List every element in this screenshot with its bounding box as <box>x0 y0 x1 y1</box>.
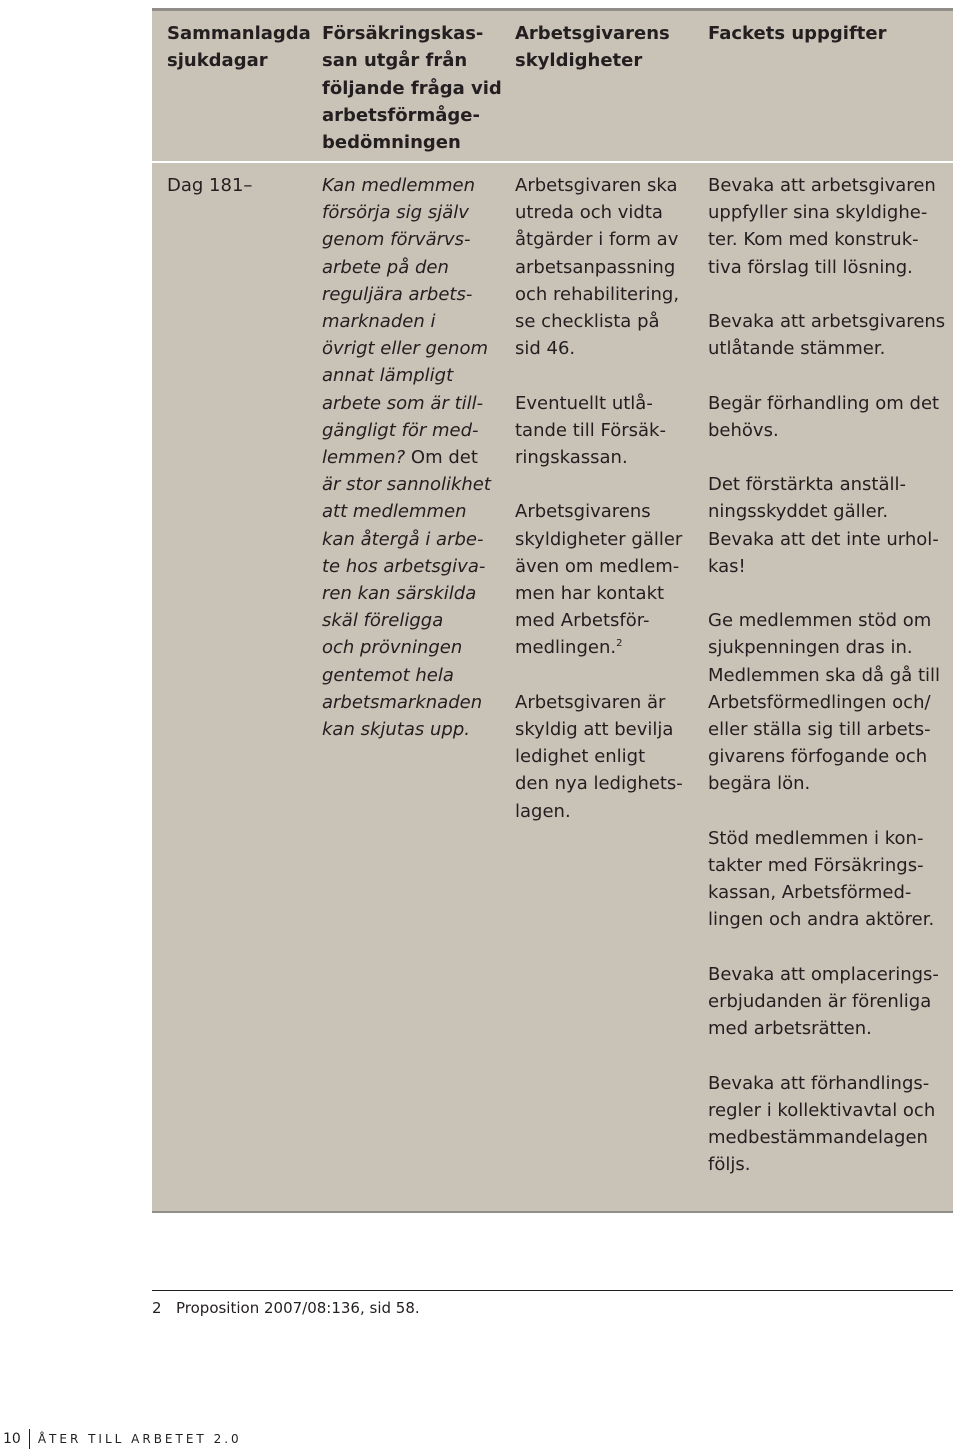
union-paragraph: Ge medlemmen stöd om sjukpenningen dras in. <box>708 610 932 659</box>
union-paragraph: Medlemmen ska då gå till Arbetsförmedlingen och/ eller ställa sig till arbets- givarens förfogande och begära lön. <box>708 664 941 795</box>
cell-question: Kan medlemmen försörja sig själv genom förvärvs- arbete på den reguljära arbets- marknaden i övrigt eller genom annat lämpligt arbete som är till- gängligt för med- lemmen? Om det är stor sannolikhet att medlemmen kan återgå i arbe- te hos arbetsgiva- ren kan särskilda skäl föreligga och prövningen gentemot hela arbetsmarknaden kan skjutas upp. <box>322 175 491 741</box>
employer-paragraph: Arbetsgivaren är skyldig att bevilja ledighet enligt den nya ledighets- lagen. <box>515 691 683 822</box>
page-number: 10 <box>3 1431 21 1447</box>
footer-divider <box>29 1429 30 1449</box>
checklist-table <box>152 8 953 1213</box>
table-top-rule <box>152 8 953 11</box>
union-paragraph: Bevaka att det inte urhol- kas! <box>708 528 939 577</box>
cell-union <box>708 172 948 1206</box>
union-paragraph: Bevaka att omplacerings- erbjudanden är förenliga med arbetsrätten. <box>708 963 939 1040</box>
page-footer <box>3 1429 242 1449</box>
footnote-ref: 2 <box>616 638 623 650</box>
union-paragraph: Begär förhandling om det behövs. <box>708 392 940 441</box>
union-paragraph: Bevaka att arbetsgivarens utlåtande stämmer. <box>708 311 946 360</box>
employer-paragraph: Arbetsgivarens skyldigheter gäller även om medlem- men har kontakt med Arbetsför- medlingen.$^2$ <box>515 501 683 659</box>
cell-employer <box>515 172 695 852</box>
union-paragraph: Bevaka att förhandlings- regler i kollektivavtal och medbestämmandelagen följs. <box>708 1072 936 1176</box>
question-italic: Kan medlemmen försörja sig själv genom förvärvs- arbete på den reguljära arbets- marknaden i övrigt eller genom annat lämpligt arbete som är till- gängligt för med- lemmen? <box>322 175 488 469</box>
employer-paragraph: Arbetsgivaren ska utreda och vidta åtgärder i form av arbetsanpassning och rehabilitering, se checklista på sid 46. <box>515 175 680 360</box>
employer-paragraph: Eventuellt utlå- tande till Försäk- ringskassan. <box>515 392 666 469</box>
header-union-tasks: Fackets uppgifter <box>708 23 887 44</box>
cell-day: Dag 181– <box>167 175 253 196</box>
footnote-rule <box>152 1290 953 1291</box>
footnote-text: Proposition 2007/08:136, sid 58. <box>176 1299 420 1317</box>
table-bottom-rule <box>152 1211 953 1213</box>
question-rest: är stor sannolikhet att medlemmen kan återgå i arbe- te hos arbetsgiva- ren kan särskilda skäl föreligga och prövningen gentemot hela arbetsmarknaden kan skjutas upp. <box>322 474 491 741</box>
header-insurance-question: Försäkringskas- san utgår från följande fråga vid arbetsförmåge- bedömningen <box>322 23 502 154</box>
union-paragraph: Bevaka att arbetsgivaren uppfyller sina skyldighe- ter. Kom med konstruk- tiva förslag till lösning. <box>708 175 936 278</box>
union-paragraph: Stöd medlemmen i kon- takter med Försäkrings- kassan, Arbetsförmed- lingen och andra aktörer. <box>708 827 935 931</box>
header-total-sick-days: Sammanlagda sjukdagar <box>167 23 311 72</box>
union-paragraph: Det förstärkta anställ- ningsskyddet gäller. <box>708 474 906 523</box>
running-title: ÅTER TILL ARBETET 2.0 <box>37 1432 242 1446</box>
footnote-number: 2 <box>152 1299 162 1317</box>
header-divider <box>152 161 953 163</box>
footnote <box>152 1299 420 1317</box>
header-employer-obligations: Arbetsgivarens skyldigheter <box>515 23 670 72</box>
